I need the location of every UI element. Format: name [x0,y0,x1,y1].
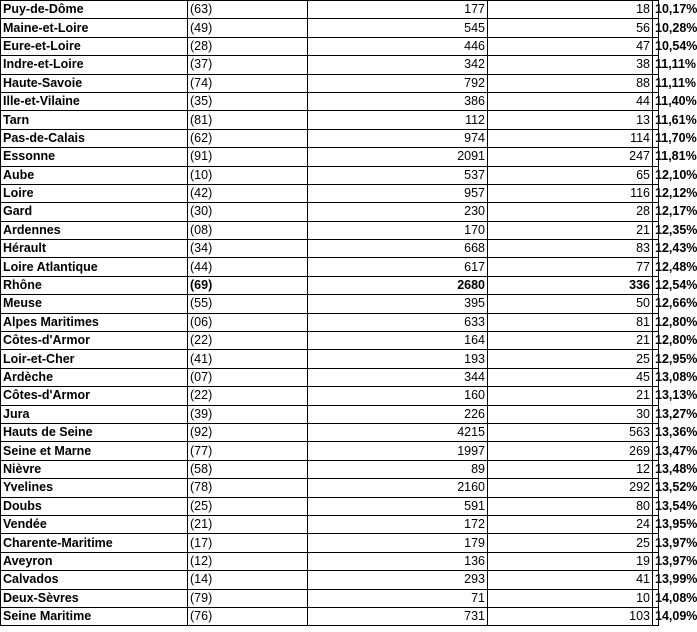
subset-count-cell: 21 [488,387,653,405]
percentage-cell: 13,97% [653,552,659,570]
percentage-cell: 13,47% [653,442,659,460]
department-name-cell: Gard [1,203,188,221]
subset-count-cell: 25 [488,350,653,368]
department-code-cell: (76) [188,607,308,625]
department-name-cell: Côtes-d'Armor [1,332,188,350]
percentage-cell: 12,12% [653,184,659,202]
department-name-cell: Ille-et-Vilaine [1,92,188,110]
total-count-cell: 230 [308,203,488,221]
subset-count-cell: 116 [488,184,653,202]
department-code-cell: (30) [188,203,308,221]
total-count-cell: 386 [308,92,488,110]
subset-count-cell: 44 [488,92,653,110]
department-code-cell: (06) [188,313,308,331]
table-row [1,332,659,350]
percentage-cell: 12,80% [653,313,659,331]
total-count-cell: 591 [308,497,488,515]
percentage-cell: 11,11% [653,74,659,92]
department-code-cell: (39) [188,405,308,423]
department-code-cell: (58) [188,460,308,478]
subset-count-cell: 38 [488,56,653,74]
percentage-cell: 12,66% [653,295,659,313]
department-name-cell: Tarn [1,111,188,129]
department-name-cell: Aube [1,166,188,184]
total-count-cell: 344 [308,368,488,386]
subset-count-cell: 80 [488,497,653,515]
subset-count-cell: 45 [488,368,653,386]
table-row [1,534,659,552]
table-row [1,184,659,202]
department-code-cell: (37) [188,56,308,74]
table-row [1,19,659,37]
subset-count-cell: 88 [488,74,653,92]
percentage-cell: 10,54% [653,37,659,55]
table-row [1,56,659,74]
department-name-cell: Rhône [1,276,188,294]
table-row [1,203,659,221]
department-code-cell: (22) [188,387,308,405]
department-name-cell: Hérault [1,240,188,258]
department-name-cell: Loire Atlantique [1,258,188,276]
total-count-cell: 545 [308,19,488,37]
department-code-cell: (79) [188,589,308,607]
department-code-cell: (74) [188,74,308,92]
percentage-cell: 11,61% [653,111,659,129]
total-count-cell: 957 [308,184,488,202]
subset-count-cell: 19 [488,552,653,570]
percentage-cell: 12,43% [653,240,659,258]
department-code-cell: (28) [188,37,308,55]
department-code-cell: (14) [188,571,308,589]
department-code-cell: (91) [188,148,308,166]
percentage-cell: 13,27% [653,405,659,423]
total-count-cell: 537 [308,166,488,184]
department-code-cell: (42) [188,184,308,202]
total-count-cell: 164 [308,332,488,350]
percentage-cell: 11,11% [653,56,659,74]
department-code-cell: (63) [188,1,308,19]
table-row [1,258,659,276]
subset-count-cell: 18 [488,1,653,19]
table-row [1,1,659,19]
subset-count-cell: 24 [488,515,653,533]
total-count-cell: 170 [308,221,488,239]
table-row [1,442,659,460]
percentage-cell: 12,10% [653,166,659,184]
table-row [1,515,659,533]
total-count-cell: 731 [308,607,488,625]
total-count-cell: 193 [308,350,488,368]
subset-count-cell: 50 [488,295,653,313]
table-row [1,166,659,184]
percentage-cell: 13,08% [653,368,659,386]
department-name-cell: Aveyron [1,552,188,570]
department-name-cell: Seine et Marne [1,442,188,460]
subset-count-cell: 269 [488,442,653,460]
subset-count-cell: 81 [488,313,653,331]
department-code-cell: (41) [188,350,308,368]
table-row [1,92,659,110]
department-code-cell: (44) [188,258,308,276]
subset-count-cell: 12 [488,460,653,478]
department-name-cell: Doubs [1,497,188,515]
percentage-cell: 13,13% [653,387,659,405]
department-code-cell: (10) [188,166,308,184]
total-count-cell: 446 [308,37,488,55]
department-name-cell: Calvados [1,571,188,589]
total-count-cell: 1997 [308,442,488,460]
percentage-cell: 11,70% [653,129,659,147]
department-code-cell: (81) [188,111,308,129]
total-count-cell: 112 [308,111,488,129]
table-row [1,607,659,625]
table-row [1,276,659,294]
total-count-cell: 2160 [308,479,488,497]
percentage-cell: 14,09% [653,607,659,625]
department-code-cell: (35) [188,92,308,110]
percentage-cell: 12,80% [653,332,659,350]
table-row [1,240,659,258]
subset-count-cell: 21 [488,221,653,239]
percentage-cell: 12,48% [653,258,659,276]
department-name-cell: Nièvre [1,460,188,478]
table-row [1,387,659,405]
table-row [1,129,659,147]
subset-count-cell: 28 [488,203,653,221]
subset-count-cell: 10 [488,589,653,607]
department-name-cell: Vendée [1,515,188,533]
percentage-cell: 13,48% [653,460,659,478]
total-count-cell: 71 [308,589,488,607]
percentage-cell: 14,08% [653,589,659,607]
subset-count-cell: 25 [488,534,653,552]
table-row [1,589,659,607]
department-name-cell: Pas-de-Calais [1,129,188,147]
table-row [1,423,659,441]
department-code-cell: (62) [188,129,308,147]
department-name-cell: Jura [1,405,188,423]
department-code-cell: (69) [188,276,308,294]
percentage-cell: 13,99% [653,571,659,589]
table-body [1,1,697,626]
department-code-cell: (08) [188,221,308,239]
department-code-cell: (49) [188,19,308,37]
table-row [1,497,659,515]
table-row [1,350,659,368]
department-name-cell: Hauts de Seine [1,423,188,441]
department-name-cell: Yvelines [1,479,188,497]
total-count-cell: 2680 [308,276,488,294]
total-count-cell: 89 [308,460,488,478]
department-name-cell: Maine-et-Loire [1,19,188,37]
percentage-cell: 12,95% [653,350,659,368]
table-row [1,571,659,589]
percentage-cell: 11,40% [653,92,659,110]
subset-count-cell: 103 [488,607,653,625]
table-row [1,295,659,313]
table-row [1,479,659,497]
total-count-cell: 2091 [308,148,488,166]
subset-count-cell: 47 [488,37,653,55]
department-name-cell: Côtes-d'Armor [1,387,188,405]
department-code-cell: (78) [188,479,308,497]
total-count-cell: 177 [308,1,488,19]
total-count-cell: 226 [308,405,488,423]
subset-count-cell: 563 [488,423,653,441]
department-name-cell: Deux-Sèvres [1,589,188,607]
table-row [1,313,659,331]
subset-count-cell: 65 [488,166,653,184]
percentage-cell: 13,95% [653,515,659,533]
department-name-cell: Ardennes [1,221,188,239]
department-code-cell: (22) [188,332,308,350]
subset-count-cell: 114 [488,129,653,147]
department-code-cell: (25) [188,497,308,515]
subset-count-cell: 56 [488,19,653,37]
percentage-cell: 12,17% [653,203,659,221]
percentage-cell: 13,52% [653,479,659,497]
department-code-cell: (12) [188,552,308,570]
table-row [1,221,659,239]
department-name-cell: Alpes Maritimes [1,313,188,331]
total-count-cell: 172 [308,515,488,533]
department-name-cell: Eure-et-Loire [1,37,188,55]
department-code-cell: (21) [188,515,308,533]
department-code-cell: (34) [188,240,308,258]
subset-count-cell: 30 [488,405,653,423]
table-row [1,74,659,92]
percentage-cell: 13,36% [653,423,659,441]
percentage-cell: 10,28% [653,19,659,37]
department-name-cell: Charente-Maritime [1,534,188,552]
department-code-cell: (77) [188,442,308,460]
department-name-cell: Meuse [1,295,188,313]
department-code-cell: (17) [188,534,308,552]
total-count-cell: 668 [308,240,488,258]
total-count-cell: 395 [308,295,488,313]
percentage-cell: 11,81% [653,148,659,166]
department-name-cell: Loir-et-Cher [1,350,188,368]
table-row [1,148,659,166]
total-count-cell: 4215 [308,423,488,441]
subset-count-cell: 247 [488,148,653,166]
table-row [1,368,659,386]
department-name-cell: Loire [1,184,188,202]
subset-count-cell: 13 [488,111,653,129]
subset-count-cell: 41 [488,571,653,589]
total-count-cell: 179 [308,534,488,552]
subset-count-cell: 83 [488,240,653,258]
table-row [1,552,659,570]
percentage-cell: 12,54% [653,276,659,294]
table-row [1,405,659,423]
subset-count-cell: 77 [488,258,653,276]
subset-count-cell: 21 [488,332,653,350]
department-code-cell: (92) [188,423,308,441]
percentage-cell: 13,97% [653,534,659,552]
department-name-cell: Essonne [1,148,188,166]
subset-count-cell: 292 [488,479,653,497]
total-count-cell: 974 [308,129,488,147]
total-count-cell: 293 [308,571,488,589]
table-row [1,460,659,478]
department-name-cell: Indre-et-Loire [1,56,188,74]
department-code-cell: (55) [188,295,308,313]
total-count-cell: 342 [308,56,488,74]
department-name-cell: Puy-de-Dôme [1,1,188,19]
total-count-cell: 617 [308,258,488,276]
percentage-cell: 13,54% [653,497,659,515]
department-name-cell: Haute-Savoie [1,74,188,92]
total-count-cell: 792 [308,74,488,92]
table-row [1,37,659,55]
table-row [1,111,659,129]
subset-count-cell: 336 [488,276,653,294]
department-name-cell: Seine Maritime [1,607,188,625]
department-name-cell: Ardèche [1,368,188,386]
total-count-cell: 160 [308,387,488,405]
percentage-cell: 12,35% [653,221,659,239]
percentage-cell: 10,17% [653,1,659,19]
total-count-cell: 633 [308,313,488,331]
total-count-cell: 136 [308,552,488,570]
department-code-cell: (07) [188,368,308,386]
